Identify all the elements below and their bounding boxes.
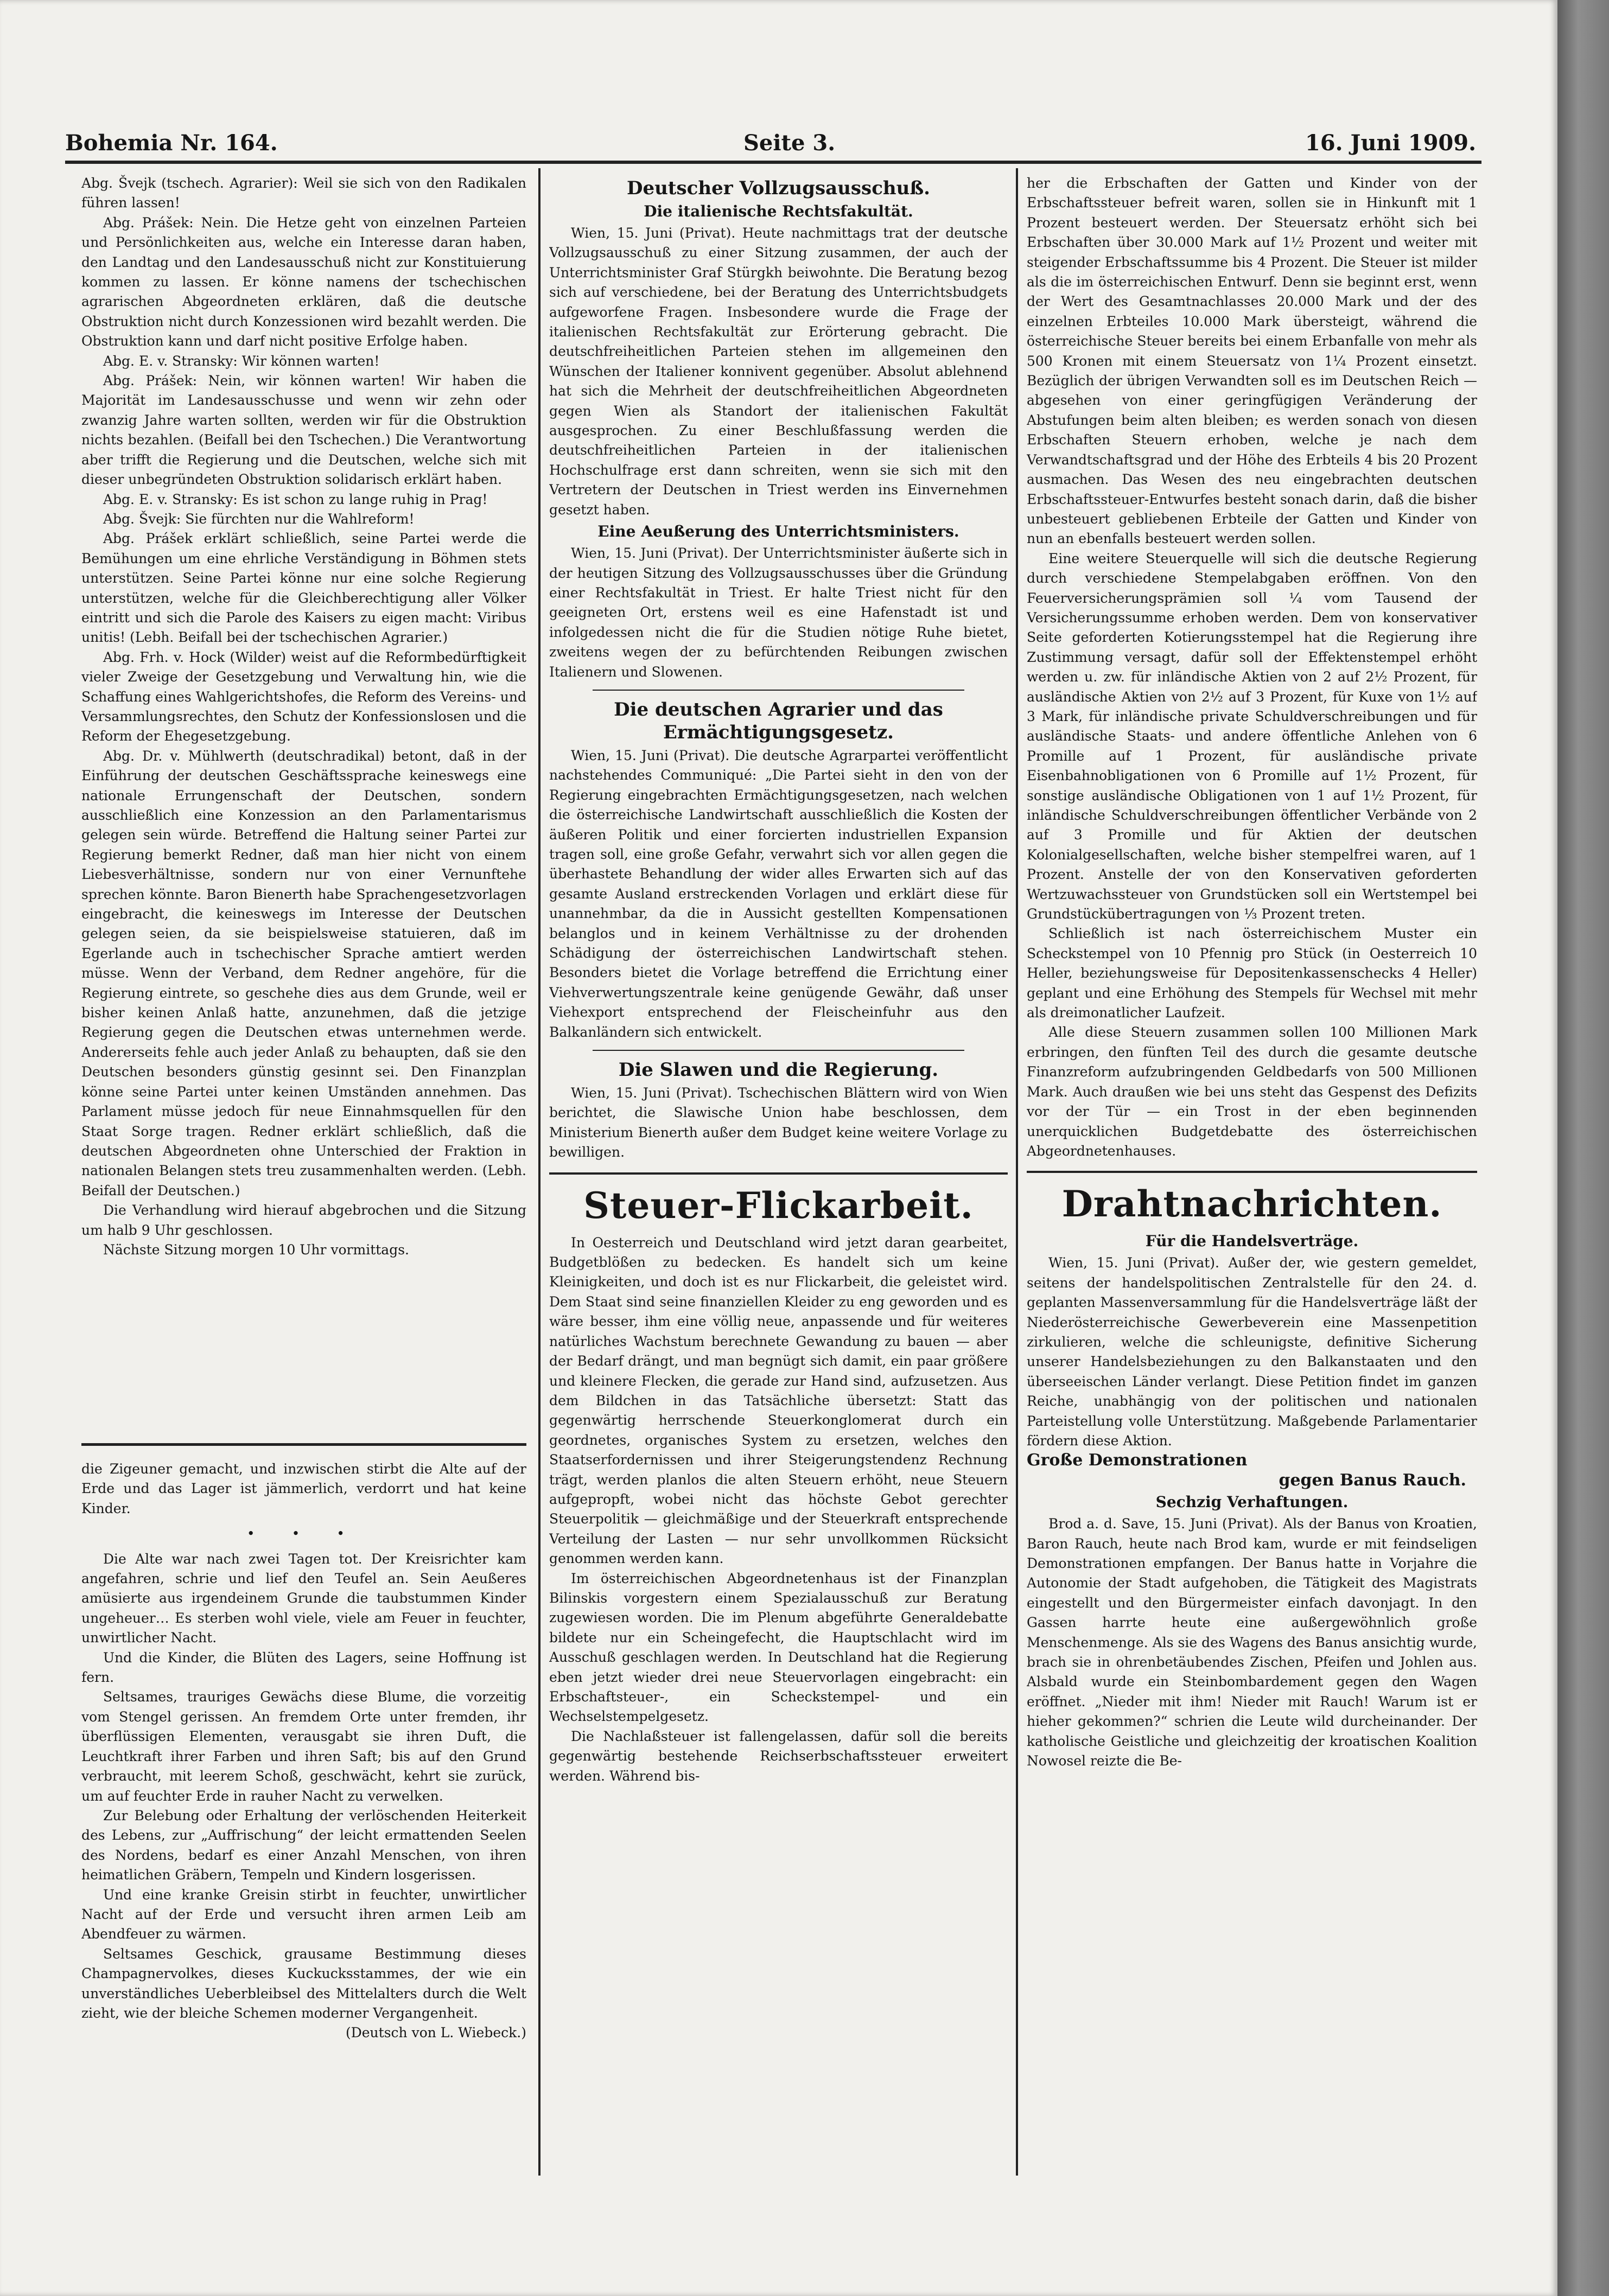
header-date: 16. Juni 1909.: [1305, 130, 1476, 156]
paragraph: Abg. Prášek: Nein, wir können warten! Wir haben die Majorität im Landesausschusse und wenn wir zehn oder zwanzig Jahre warten sollten, werden wir für die Obstruktion nichts bezahlen. (Beifall bei den Tschechen.) Die Verantwortung aber trifft die Regierung und die Deutschen, welche sich mit dieser unbegründeten Obstruktion solidarisch erklärt haben.: [81, 373, 526, 488]
paragraph: Im österreichischen Abgeordnetenhaus ist der Finanzplan Bilinskis vorgestern einem Spezialausschuß zur Beratung zugewiesen worden. Die im Plenum abgeführte Generaldebatte bildete nur ein Scheingefecht, die Hauptschlacht wird im Ausschuß geschlagen werden. In Deutschland hat die Regierung eben jetzt wieder drei neue Steuervorlagen eingebracht: ein Erbschaftsteuer-, ein Scheckstempel- und ein Wechselstempelgesetz.: [549, 1570, 1008, 1725]
paragraph: Schließlich ist nach österreichischem Muster ein Scheckstempel von 10 Pfennig pro Stück (in Oesterreich 10 Heller, beziehungsweise für Depositenkassenschecks 4 Heller) geplant und eine Erhöhung des Stempels für Wechsel mit mehr als dreimonatlicher Laufzeit.: [1027, 926, 1477, 1021]
headline-slawen: Die Slawen und die Regierung.: [618, 1059, 939, 1081]
page-edge-shadow: [1557, 0, 1609, 2296]
subheadline-rechtsfakultaet: Die italienische Rechtsfakultät.: [644, 202, 913, 220]
paragraph: Brod a. d. Save, 15. Juni (Privat). Als der Banus von Kroatien, Baron Rauch, heute nach Brod kam, wurde er mit feindseligen Demonstrationen empfangen. Der Banus hatte in Vorjahre die Autonomie der Stadt aufgehoben, die Tätigkeit des Magistrats eingestellt und den Bürgermeister einfach davonjagt. In den Gassen harrte heute eine außergewöhnlich große Menschenmenge. Als sie des Wagens des Banus ansichtig wurde, brach sie in ohrenbetäubendes Zischen, Pfeifen und Johlen aus. Alsbald wurde ein Steinbombardement gegen den Wagen eröffnet. „Nieder mit ihm! Nieder mit Rauch! Warum ist er hieher gekommen?“ schrien die Leute wild durcheinander. Der katholische Geistliche und gleichzeitig der kroatischen Koalition Nowosel reizte die Be-: [1027, 1516, 1477, 1769]
column-3: [1027, 174, 1477, 2279]
feuilleton-story: [81, 1459, 526, 2148]
paragraph: Abg. E. v. Stransky: Es ist schon zu lange ruhig in Prag!: [103, 491, 488, 507]
header-page-number: Seite 3.: [743, 130, 836, 156]
subheadline-verhaftungen: Sechzig Verhaftungen.: [1155, 1493, 1349, 1511]
paragraph: Die Alte war nach zwei Tagen tot. Der Kreisrichter kam angefahren, schrie und lief den Teufel an. Sein Aeußeres amüsierte aus irgendeinem Grunde die taubstummen Kinder ungeheuer… Es sterben wohl viele, viele am Feuer in feuchter, unwirtlicher Nacht.: [81, 1551, 526, 1646]
paragraph: Seltsames, trauriges Gewächs diese Blume, die vorzeitig vom Stengel gerissen. An fremdem Orte unter fremden, ihr überflüssigen Elementen, verausgabt sie ihren Duft, die Leuchtkraft ihrer Farben und ihren Saft; bis auf den Grund verbraucht, mit leerem Schoß, geschwächt, kehrt sie zurück, um auf feuchter Erde in rauher Nacht zu verwelken.: [81, 1689, 526, 1804]
article-divider: [549, 1172, 1008, 1175]
headline-demonstrationen: Große Demonstrationen: [1027, 1451, 1248, 1470]
paragraph: Die Verhandlung wird hierauf abgebrochen und die Sitzung um halb 9 Uhr geschlossen.: [81, 1202, 526, 1238]
article-divider: [1027, 1171, 1477, 1173]
paragraph: Wien, 15. Juni (Privat). Der Unterrichtsminister äußerte sich in der heutigen Sitzung des Vollzugsausschusses über die Gründung einer Rechtsfakultät in Triest. Er halte Triest nicht für den geeigneten Ort, erstens weil es eine Hafenstadt ist und infolgedessen nicht die für die Studien nötige Ruhe bietet, zweitens wegen der zu befürchtenden Reibungen zwischen Italienern und Slowenen.: [549, 545, 1008, 680]
column-divider-2: [1016, 168, 1018, 2176]
header-rule: [65, 161, 1481, 164]
paragraph: Wien, 15. Juni (Privat). Die deutsche Agrarpartei veröffentlicht nachstehendes Communiqué: „Die Partei sieht in den von der Regierung eingebrachten Ermächtigungsgesetzen, nach welchen die österreichische Landwirtschaft ausschließlich die Kosten der äußeren Politik und einer forcierten industriellen Expansion tragen soll, eine große Gefahr, verwahrt sich vor allen gegen die überhastete Behandlung der wider alles Erwarten sich auf das gesamte Ausland erstreckenden Vorlagen und erklärt diese für unannehmbar, da die in Aussicht gestellten Kompensationen belanglos und in keinem Verhältnisse zu der drohenden Schädigung der österreichischen Landwirtschaft stehen. Besonders bietet die Vorlage betreffend die Errichtung einer Viehverwertungszentrale keine genügende Gewähr, daß unser Viehexport entsprechend der Fleischeinfuhr aus den Balkanländern sich entwickelt.: [549, 747, 1008, 1040]
paragraph: Die Nachlaßsteuer ist fallengelassen, dafür soll die bereits gegenwärtig bestehende Reichserbschaftssteuer erweitert werden. Während bis-: [549, 1728, 1008, 1784]
paragraph: Abg. Švejk (tschech. Agrarier): Weil sie sich von den Radikalen führen lassen!: [81, 175, 526, 211]
paragraph: Abg. Prášek: Nein. Die Hetze geht von einzelnen Parteien und Persönlichkeiten aus, welche ein Interesse daran haben, den Landtag und den Landesausschuß nicht zur Konstituierung kommen zu lassen. Er könne namens der tschechischen agrarischen Abgeordneten erklären, daß die deutsche Obstruktion nicht durch Konzessionen wird bezahlt werden. Die Obstruktion kann und darf nicht positive Erfolge haben.: [81, 214, 526, 349]
header-paper-issue: Bohemia Nr. 164.: [65, 130, 278, 156]
paragraph: Abg. Švejk: Sie fürchten nur die Wahlreform!: [103, 511, 415, 527]
paragraph: Abg. E. v. Stransky: Wir können warten!: [103, 353, 380, 369]
headline-vollzugsausschuss: Deutscher Vollzugsausschuß.: [626, 177, 931, 199]
feuilleton-divider: [81, 1443, 526, 1446]
headline-banus-rauch: gegen Banus Rauch.: [1279, 1470, 1466, 1490]
subheadline-unterrichtsminister: Eine Aeußerung des Unterrichtsministers.: [597, 522, 959, 541]
section-break-dots: • • •: [246, 1526, 361, 1542]
column-2: [549, 174, 1008, 2279]
paragraph: die Zigeuner gemacht, und inzwischen stirbt die Alte auf der Erde und das Lager ist jämmerlich, verdorrt und hat keine Kinder.: [81, 1461, 526, 1516]
paragraph: Abg. Dr. v. Mühlwerth (deutschradikal) betont, daß in der Einführung der deutschen Geschäftssprache keineswegs eine nationale Errungenschaft der Deutschen, sondern ausschließlich eine Konzession an den Parlamentarismus gelegen sein würde. Betreffend die Haltung seiner Partei zur Regierung bemerkt Redner, daß man hier nicht von einem Liebesverhältnisse, sondern nur von einer Vernunftehe sprechen könnte. Baron Bienerth habe Sprachengesetzvorlagen eingebracht, die keineswegs im Interesse der Deutschen gelegen seien, da sie beispielsweise statuieren, daß im Egerlande auch in tschechischer Sprache amtiert werden müsse. Wenn der Verband, dem Redner angehöre, für die Regierung eintrete, so geschehe dies aus dem Grunde, weil er bisher keinen Anlaß hatte, anzunehmen, daß die jetzige Regierung gegen die Deutschen etwas unternehmen werde. Andererseits fehle auch jeder Anlaß zu behaupten, daß sie den Deutschen besonders günstig gesinnt sei. Den Finanzplan könne seine Partei unter keinen Umständen annehmen. Das Parlament müsse jedoch für neue Einnahmsquellen für den Staat Sorge tragen. Redner erklärt schließlich, daß die deutschen Abgeordneten ohne Unterschied der Fraktion in nationalen Belangen stets treu zusammenhalten werden. (Lebh. Beifall der Deutschen.): [81, 748, 526, 1198]
page-header: [65, 130, 1476, 163]
paragraph: Seltsames Geschick, grausame Bestimmung dieses Champagnervolkes, dieses Kuckucksstammes, der wie ein unverständliches Ueberbleibsel des Mittelalters durch die Welt zieht, wie der bleiche Schemen moderner Vergangenheit.: [81, 1946, 526, 2021]
paragraph: Abg. Frh. v. Hock (Wilder) weist auf die Reformbedürftigkeit vieler Zweige der Gesetzgebung und Verwaltung hin, wie die Schaffung eines Wahlgerichtshofes, die Reform des Vereins- und Versammlungsrechtes, den Schutz der Konfessionslosen und die Reform der Ehegesetzgebung.: [81, 649, 526, 744]
paragraph: Eine weitere Steuerquelle will sich die deutsche Regierung durch verschiedene Stempelabgaben eröffnen. Von den Feuerversicherungsprämien soll ¼ vom Tausend der Versicherungssumme erhoben werden. Dem von konservativer Seite geforderten Kotierungsstempel hat die Regierung ihre Zustimmung versagt, dafür soll der Effektenstempel erhöht werden u. zw. für inländische Aktien von 2 auf 2½ Prozent, für ausländische Aktien von 2½ auf 3 Prozent, für Kuxe von 1½ auf 3 Mark, für inländische private Schuldverschreibungen und für ausländische Staats- und andere öffentliche Anlehen von 6 Promille auf 1 Prozent, für ausländische private Eisenbahnobligationen von 6 Promille auf 1½ Prozent, für sonstige ausländische Obligationen von 1 auf 1½ Prozent, für inländische Schuldverschreibungen öffentlicher Verbände von 2 auf 3 Promille und für Aktien der deutschen Kolonialgesellschaften, welche bisher stempelfrei waren, auf 1 Prozent. Anstelle der von den Konservativen geforderten Wertzuwachssteuer von Grundstücken soll ein Wertstempel bei Grundstückübertragungen von ⅓ Prozent treten.: [1027, 550, 1477, 922]
paragraph: Wien, 15. Juni (Privat). Außer der, wie gestern gemeldet, seitens der handelspolitischen Zentralstelle für den 24. d. geplanten Massenversammlung für die Handelsverträge läßt der Niederösterreichische Gewerbeverein eine Massenpetition zirkulieren, welche die schleunigste, definitive Sicherung unserer Handelsbeziehungen zu den Balkanstaaten und den überseeischen Länder verlangt. Diese Petition findet im ganzen Reiche, unabhängig von der politischen und nationalen Parteistellung volle Unterstützung. Maßgebende Parlamentarier fördern diese Aktion.: [1027, 1255, 1477, 1449]
paragraph: Wien, 15. Juni (Privat). Tschechischen Blättern wird von Wien berichtet, die Slawische Union habe beschlossen, dem Ministerium Bienerth außer dem Budget keine weitere Vorlage zu bewilligen.: [549, 1085, 1008, 1160]
column-divider-1: [538, 168, 540, 2176]
article-parliament-debate: [81, 174, 526, 1383]
headline-drahtnachrichten: Drahtnachrichten.: [1061, 1183, 1442, 1226]
paragraph: Wien, 15. Juni (Privat). Heute nachmittags trat der deutsche Vollzugsausschuß zu einer Sitzung zusammen, der auch der Unterrichtsminister Graf Stürgkh beiwohnte. Die Beratung bezog sich auf verschiedene, bei der Beratung des Unterrichtsbudgets aufgeworfene Fragen. Insbesondere wurde die Frage der italienischen Rechtsfakultät zur Erörterung gebracht. Die deutschfreiheitlichen Parteien stehen im allgemeinen den Wünschen der Italiener konnivent gegenüber. Absolut ablehnend hat sich die Mehrheit der deutschfreiheitlichen Abgeordneten gegen Wien als Standort der italienischen Fakultät ausgesprochen. Zu einer Beschlußfassung werden die deutschfreiheitlichen Parteien in der italienischen Hochschulfrage erst dann schreiten, wenn sie sich mit den Vertretern der Deutschen in Triest werden ins Einvernehmen gesetzt haben.: [549, 225, 1008, 518]
paragraph: Und eine kranke Greisin stirbt in feuchter, unwirtlicher Nacht auf der Erde und versucht ihren armen Leib am Abendfeuer zu wärmen.: [81, 1886, 526, 1942]
translator-signature: (Deutsch von L. Wiebeck.): [345, 2025, 526, 2041]
paragraph: Abg. Prášek erklärt schließlich, seine Partei werde die Bemühungen um eine ehrliche Verständigung in Böhmen stets unterstützen. Seine Partei könne nur eine solche Regierung unterstützen, welche für die Gleichberechtigung aller Völker eintritt und sich die Parole des Kaisers zu eigen macht: Viribus unitis! (Lebh. Beifall bei der tschechischen Agrarier.): [81, 531, 526, 646]
paragraph: Zur Belebung oder Erhaltung der verlöschenden Heiterkeit des Lebens, zur „Auffrischung“ der leicht ermattenden Seelen des Nordens, bedarf es einer Anzahl Menschen, von ihren heimatlichen Gräbern, Tempeln und Kindern losgerissen.: [81, 1807, 526, 1883]
paragraph: Alle diese Steuern zusammen sollen 100 Millionen Mark erbringen, den fünften Teil des durch die gesamte deutsche Finanzreform aufzubringenden Geldbedarfs von 500 Millionen Mark. Auch draußen wie bei uns steht das Gespenst des Defizits vor der Tür — ein Trost in der eben beginnenden unerquicklichen Budgetdebatte des österreichischen Abgeordnetenhauses.: [1027, 1024, 1477, 1159]
headline-agrarier: Die deutschen Agrarier und das Ermächtigungsgesetz.: [614, 698, 943, 743]
paragraph: her die Erbschaften der Gatten und Kinder von der Erbschaftssteuer befreit waren, sollen sie in Hinkunft mit 1 Prozent besteuert werden. Der Steuersatz erhöht sich bei Erbschaften über 30.000 Mark auf 1½ Prozent und weiter mit steigender Erbschaftssumme bis 4 Prozent. Die Steuer ist milder als die im österreichischen Entwurf. Denn sie beginnt erst, wenn der Wert des Gesamtnachlasses 20.000 Mark und der des einzelnen Erbteiles 10.000 Mark übersteigt, während die österreichische Steuer bereits bei einem Erbanfalle von mehr als 500 Kronen mit einem Steuersatz von 1¼ Prozent einsetzt. Bezüglich der übrigen Verwandten soll es im Deutschen Reich — abgesehen von einer geringfügigen Veränderung der Abstufungen beim alten bleiben; es werden sonach von diesen Erbschaften Steuern erhoben, welche je nach dem Verwandtschaftsgrad und der Höhe des Erbteils 4 bis 20 Prozent ausmachen. Das Wesen des neu eingebrachten deutschen Erbschaftssteuer-Entwurfes besteht sonach darin, daß die bisher unbesteuert gebliebenen Erbteile der Gatten und Kinder von nun an ebenfalls besteuert werden sollen.: [1027, 175, 1477, 547]
paragraph: In Oesterreich und Deutschland wird jetzt daran gearbeitet, Budgetblößen zu bedecken. Es handelt sich um keine Kleinigkeiten, und doch ist es nur Flickarbeit, die geleistet wird. Dem Staat sind seine finanziellen Kleider zu eng geworden und es wäre besser, ihm eine völlig neue, anpassende und für weiteres natürliches Wachstum berechnete Gewandung zu bauen — aber der Bedarf drängt, und man begnügt sich damit, ein paar größere und kleinere Flecken, die gerade zur Hand sind, aufzusetzen. Aus dem Bildchen in das Tatsächliche übersetzt: Statt das gegenwärtig herrschende Steuerkonglomerat durch ein geordnetes, organisches System zu ersetzen, welches den Staatserfordernissen und ihrer Steigerungstendenz Rechnung trägt, werden planlos die alten Steuern erhöht, neue Steuern aufgepropft, wobei nicht das höchste Gebot gerechter Steuerpolitik — gleichmäßige und der Steuerkraft entsprechende Verteilung der Lasten — nur sehr unvollkommen Rücksicht genommen werden kann.: [549, 1234, 1008, 1567]
headline-steuer-flickarbeit: Steuer-Flickarbeit.: [583, 1184, 974, 1227]
subheadline-handelsvertraege: Für die Handelsverträge.: [1145, 1232, 1359, 1251]
article-divider: [593, 1050, 964, 1051]
article-divider: [593, 690, 964, 691]
paragraph: Nächste Sitzung morgen 10 Uhr vormittags.: [103, 1241, 409, 1258]
paragraph: Und die Kinder, die Blüten des Lagers, seine Hoffnung ist fern.: [81, 1649, 526, 1686]
